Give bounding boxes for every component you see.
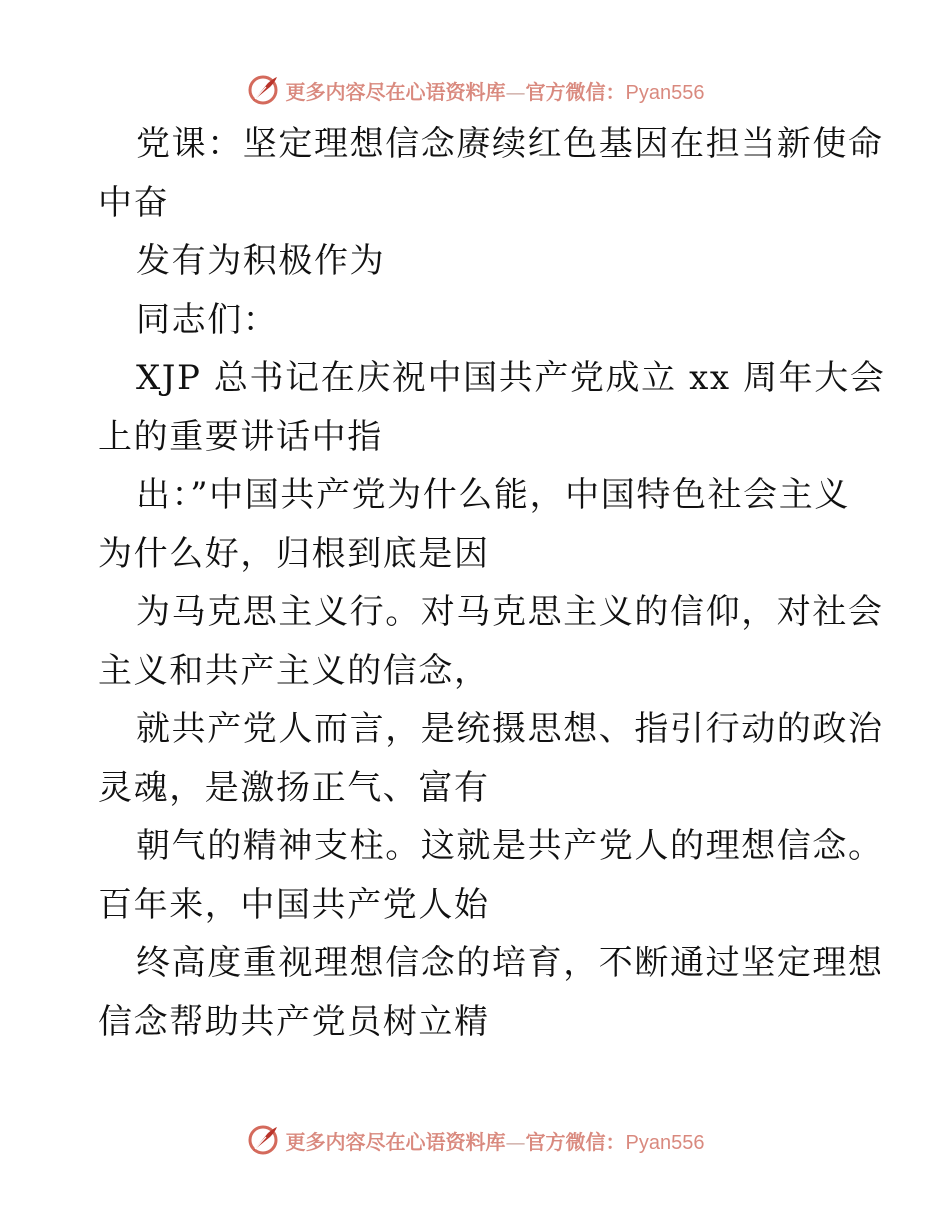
paragraph-line: 出：”中国共产党为什么能，中国特色社会主义 bbox=[136, 475, 850, 515]
paragraph-line: 发有为积极作为 bbox=[136, 241, 386, 281]
watermark-separator: — bbox=[505, 79, 526, 104]
paragraph-line: 主义和共产主义的信念， bbox=[98, 650, 490, 691]
watermark-contact-label: 官方微信： bbox=[525, 1129, 626, 1154]
body-paragraph bbox=[98, 466, 858, 583]
body-paragraph bbox=[98, 817, 884, 934]
watermark-brand: 更多内容尽在心语资料库 bbox=[285, 1129, 506, 1154]
quill-logo-icon bbox=[246, 1123, 280, 1157]
paragraph-line: 上的重要讲话中指 bbox=[98, 416, 383, 457]
watermark-contact-id: Pyan556 bbox=[625, 81, 705, 104]
paragraph-line: 终高度重视理想信念的培育，不断通过坚定理想 bbox=[136, 943, 884, 983]
watermark-brand: 更多内容尽在心语资料库 bbox=[285, 79, 506, 104]
paragraph-line: 同志们： bbox=[136, 299, 279, 340]
paragraph-line: 就共产党人而言，是统摄思想、指引行动的政治 bbox=[136, 709, 884, 749]
salutation bbox=[98, 291, 858, 350]
body-paragraph bbox=[98, 700, 884, 817]
watermark-contact-id: Pyan556 bbox=[625, 1131, 705, 1154]
body-paragraph bbox=[98, 349, 886, 466]
body-paragraph bbox=[98, 583, 884, 700]
quill-logo-icon bbox=[246, 73, 280, 107]
paragraph-line: 信念帮助共产党员树立精 bbox=[98, 1001, 490, 1042]
paragraph-line: 中奋 bbox=[98, 182, 170, 223]
footer-watermark bbox=[0, 1120, 950, 1160]
title-paragraph bbox=[98, 115, 884, 232]
paragraph-line: 为马克思主义行。对马克思主义的信仰，对社会 bbox=[136, 592, 884, 632]
watermark-separator: — bbox=[505, 1129, 526, 1154]
document-body bbox=[98, 115, 886, 1051]
paragraph-line: 为什么好，归根到底是因 bbox=[98, 533, 490, 574]
paragraph-line: 朝气的精神支柱。这就是共产党人的理想信念。 bbox=[136, 826, 884, 866]
watermark-contact-label: 官方微信： bbox=[525, 79, 626, 104]
title-paragraph bbox=[98, 232, 858, 291]
paragraph-line: 党课：坚定理想信念赓续红色基因在担当新使命 bbox=[136, 124, 884, 164]
paragraph-line: 百年来，中国共产党人始 bbox=[98, 884, 490, 925]
body-paragraph bbox=[98, 934, 884, 1051]
header-watermark bbox=[0, 70, 950, 110]
paragraph-line: 灵魂，是激扬正气、富有 bbox=[98, 767, 490, 808]
paragraph-line: XJP 总书记在庆祝中国共产党成立 xx 周年大会 bbox=[136, 358, 886, 398]
